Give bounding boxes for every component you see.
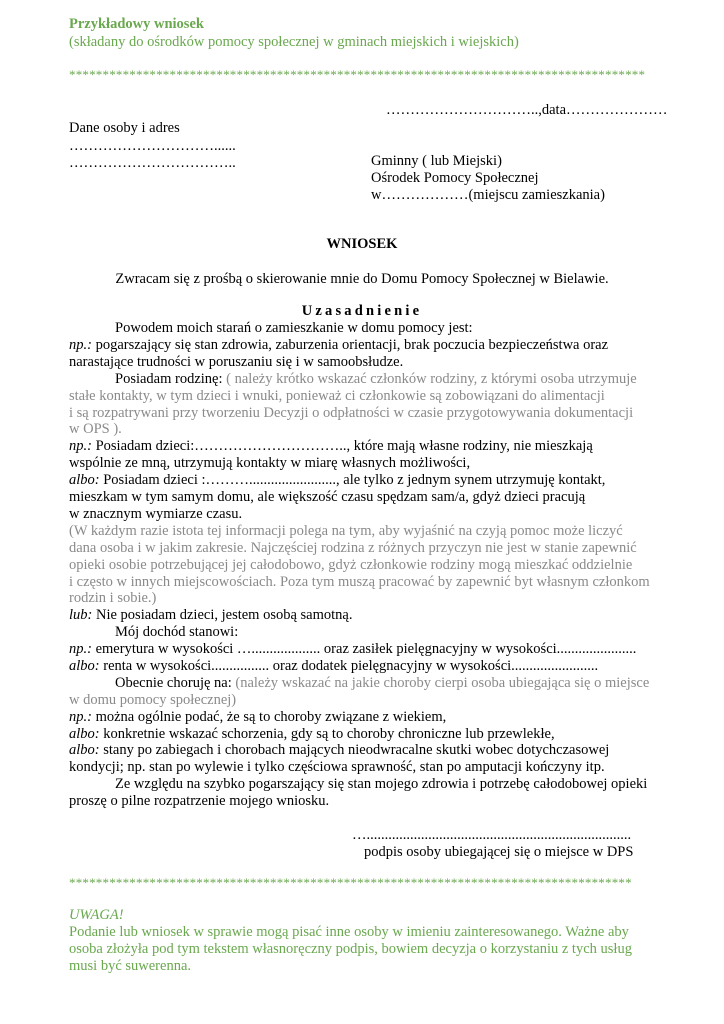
sender-label: Dane osoby i adres: [69, 120, 180, 136]
request-text: Zwracam się z prośbą o skierowanie mnie do Domu Pomocy Społecznej w Bielawie.: [115, 271, 609, 287]
signature-line: ….........................................................................: [352, 827, 632, 843]
albo-label: albo:: [69, 658, 100, 674]
illness-line-1: [115, 675, 649, 692]
np-label: np.:: [69, 438, 92, 454]
illness-albo-1-text: konkretnie wskazać schorzenia, gdy są to choroby chroniczne lub przewlekłe,: [99, 726, 555, 742]
health-line-2: narastające trudności w poruszaniu się i w samoobsłudze.: [69, 354, 404, 370]
family-label: Posiadam rodzinę:: [115, 371, 223, 387]
lub-label: lub:: [69, 607, 93, 623]
family-hint-2: stałe kontakty, w tym dzieci i wnuki, ponieważ ci członkowie są zobowiązani do alimentacji: [69, 388, 605, 404]
illness-albo-line-2: [69, 742, 609, 759]
sender-line-1: …………………………......: [69, 138, 236, 154]
note-line-1: (W każdym razie istota tej informacji polega na tym, aby wyjaśnić na czyją pomoc może liczyć: [69, 523, 623, 539]
np-label: np.:: [69, 337, 92, 353]
albo-label: albo:: [69, 472, 100, 488]
albo-label: albo:: [69, 726, 100, 742]
warning-line-1: Podanie lub wniosek w sprawie mogą pisać inne osoby w imieniu zainteresowanego. Ważne aby: [69, 924, 629, 940]
children-2-text: Posiadam dzieci :………........................, ale tylko z jednym synem utrzymuję kontakt,: [99, 472, 606, 488]
doc-header-title: Przykładowy wniosek: [69, 16, 204, 32]
income-1-text: emerytura w wysokości …................... oraz zasiłek pielęgnacyjny w wysokości......................: [91, 641, 637, 657]
family-line-1: [115, 371, 637, 388]
no-children-text: Nie posiadam dzieci, jestem osobą samotną.: [92, 607, 353, 623]
illness-hint-2: w domu pomocy społecznej): [69, 692, 237, 708]
income-2-text: renta w wysokości................ oraz dodatek pielęgnacyjny w wysokości........................: [99, 658, 599, 674]
family-hint-4: w OPS ).: [69, 421, 122, 437]
illness-np-line: [69, 709, 446, 726]
illness-albo-2-text: stany po zabiegach i chorobach mających nieodwracalne skutki wobec dotychczasowej: [99, 742, 610, 758]
document-title: WNIOSEK: [326, 236, 398, 252]
no-children-line: [69, 607, 352, 624]
health-line-1: [69, 337, 608, 354]
recipient-line-3: w………………(miejscu zamieszkania): [371, 187, 605, 203]
recipient-line-1: Gminny ( lub Miejski): [371, 153, 502, 169]
income-line-1: [69, 641, 636, 658]
doc-header-subtitle: (składany do ośrodków pomocy społecznej w gminach miejskich i wiejskich): [69, 34, 519, 50]
recipient-line-2: Ośrodek Pomocy Społecznej: [371, 170, 539, 186]
illness-hint: (należy wskazać na jakie choroby cierpi osoba ubiegająca się o miejsce: [231, 675, 650, 691]
closing-line-1: Ze względu na szybko pogarszający się stan mojego zdrowia i potrzebę całodobowej opieki: [115, 776, 648, 792]
note-line-2: dana osoba i w jakim zakresie. Najczęściej rodzina z różnych przyczyn nie jest w stanie zapewnić: [69, 540, 637, 556]
sender-line-2: ……………………………..: [69, 155, 236, 171]
separator-bottom: ************************************************************************************: [69, 875, 632, 890]
note-line-4: i często w innych miejscowościach. Poza tym muszą pracować by zapewnić byt własnym członkom: [69, 574, 650, 590]
albo-label: albo:: [69, 742, 100, 758]
justification-heading: Uzasadnienie: [301, 303, 423, 319]
illness-np-text: można ogólnie podać, że są to choroby związane z wiekiem,: [91, 709, 447, 725]
warning-line-2: osoba złożyła pod tym tekstem własnoręczny podpis, bowiem decyzja o korzystaniu z tych usług: [69, 941, 632, 957]
family-hint-3: i są rozpatrywani przy tworzeniu Decyzji o odpłatności w czasie przygotowywania dokumentacji: [69, 405, 634, 421]
np-label: np.:: [69, 709, 92, 725]
children-2-line-2: mieszkam w tym samym domu, ale większość czasu spędzam sam/a, gdyż dzieci pracują: [69, 489, 586, 505]
children-2-line-1: [69, 472, 605, 489]
illness-albo-line-3: kondycji; np. stan po wylewie i tylko częściowa sprawność, stan po amputacji kończyny itp.: [69, 759, 605, 775]
warning-title: UWAGA!: [69, 907, 124, 923]
children-1-line-2: wspólnie ze mną, utrzymują kontakty w miarę własnych możliwości,: [69, 455, 471, 471]
family-hint: ( należy krótko wskazać członków rodziny, z którymi osoba utrzymuje: [222, 371, 637, 387]
np-label: np.:: [69, 641, 92, 657]
income-line-2: [69, 658, 598, 675]
children-2-line-3: w znacznym wymiarze czasu.: [69, 506, 243, 522]
income-intro: Mój dochód stanowi:: [115, 624, 239, 640]
illness-albo-line-1: [69, 726, 555, 743]
separator-top: **************************************************************************************: [69, 67, 646, 82]
note-line-5: rodzin i sobie.): [69, 590, 157, 606]
warning-line-3: musi być suwerenna.: [69, 958, 192, 974]
signature-label: podpis osoby ubiegającej się o miejsce w DPS: [364, 844, 634, 860]
note-line-3: opieki osobie potrzebującej jej całodobowo, gdyż członkowie rodziny mogą mieszkać oddzielnie: [69, 557, 633, 573]
illness-label: Obecnie choruję na:: [115, 675, 232, 691]
children-1-text: Posiadam dzieci:………………………….., które mają własne rodziny, nie mieszkają: [91, 438, 593, 454]
reason-intro: Powodem moich starań o zamieszkanie w domu pomocy jest:: [115, 320, 473, 336]
children-1-line-1: [69, 438, 593, 455]
health-text: pogarszający się stan zdrowia, zaburzenia orientacji, brak poczucia bezpieczeństwa oraz: [91, 337, 609, 353]
closing-line-2: proszę o pilne rozpatrzenie mojego wniosku.: [69, 793, 330, 809]
date-line: …………………………..,data…………………: [386, 102, 668, 118]
